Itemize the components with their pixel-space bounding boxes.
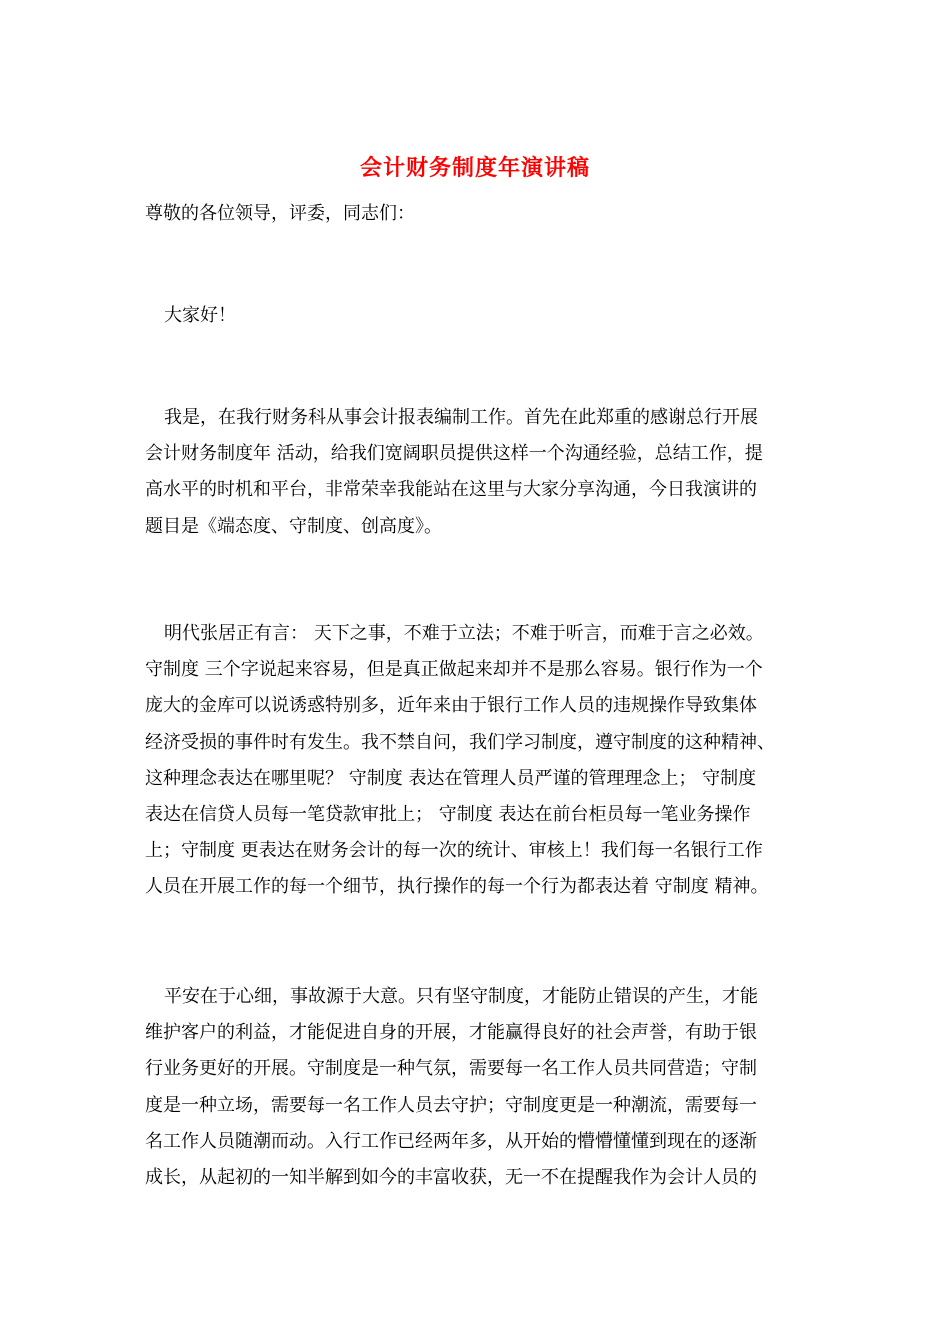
greeting: 大家好！ <box>164 305 236 326</box>
paragraph-line: 名工作人员随潮而动。入行工作已经两年多，从开始的懵懵懂懂到现在的逐渐 <box>145 1130 757 1152</box>
paragraph-line: 成长，从起初的一知半解到如今的丰富收获，无一不在提醒我作为会计人员的 <box>145 1167 757 1189</box>
paragraph-line: 明代张居正有言： 天下之事，不难于立法；不难于听言，而难于言之必效。 <box>164 623 764 644</box>
paragraph-1 <box>145 400 810 545</box>
paragraph-line: 度是一种立场，需要每一名工作人员去守护；守制度更是一种潮流，需要每一 <box>145 1094 757 1116</box>
paragraph-line: 上；守制度 更表达在财务会计的每一次的统计、审核上！我们每一名银行工作 <box>145 840 763 862</box>
paragraph-line: 题目是《端态度、守制度、创高度》。 <box>145 515 442 537</box>
paragraph-line: 平安在于心细，事故源于大意。只有坚守制度，才能防止错误的产生，才能 <box>164 986 758 1007</box>
paragraph-line: 人员在开展工作的每一个细节，执行操作的每一个行为都表达着 守制度 精神。 <box>145 876 769 898</box>
paragraph-line: 行业务更好的开展。守制度是一种气氛，需要每一名工作人员共同营造；守制 <box>145 1058 757 1080</box>
paragraph-line: 高水平的时机和平台，非常荣幸我能站在这里与大家分享沟通，今日我演讲的 <box>145 479 757 501</box>
paragraph-line: 表达在信贷人员每一笔贷款审批上； 守制度 表达在前台柜员每一笔业务操作 <box>145 804 751 826</box>
paragraph-line: 守制度 三个字说起来容易，但是真正做起来却并不是那么容易。银行作为一个 <box>145 659 763 681</box>
paragraph-line: 这种理念表达在哪里呢？ 守制度 表达在管理人员严谨的管理理念上； 守制度 <box>145 767 757 789</box>
paragraph-line: 会计财务制度年 活动，给我们宽阔职员提供这样一个沟通经验，总结工作，提 <box>145 443 763 465</box>
salutation: 尊敬的各位领导，评委，同志们： <box>145 203 415 224</box>
paragraph-3 <box>145 979 810 1196</box>
paragraph-line: 我是，在我行财务科从事会计报表编制工作。首先在此郑重的感谢总行开展 <box>164 407 758 428</box>
paragraph-2 <box>145 616 810 906</box>
paragraph-line: 经济受损的事件时有发生。我不禁自问，我们学习制度，遵守制度的这种精神、 <box>145 731 775 753</box>
document-title: 会计财务制度年演讲稿 <box>359 155 590 181</box>
paragraph-line: 维护客户的利益，才能促进自身的开展，才能赢得良好的社会声誉，有助于银 <box>145 1022 757 1044</box>
paragraph-line: 庞大的金库可以说诱惑特别多，近年来由于银行工作人员的违规操作导致集体 <box>145 695 757 717</box>
